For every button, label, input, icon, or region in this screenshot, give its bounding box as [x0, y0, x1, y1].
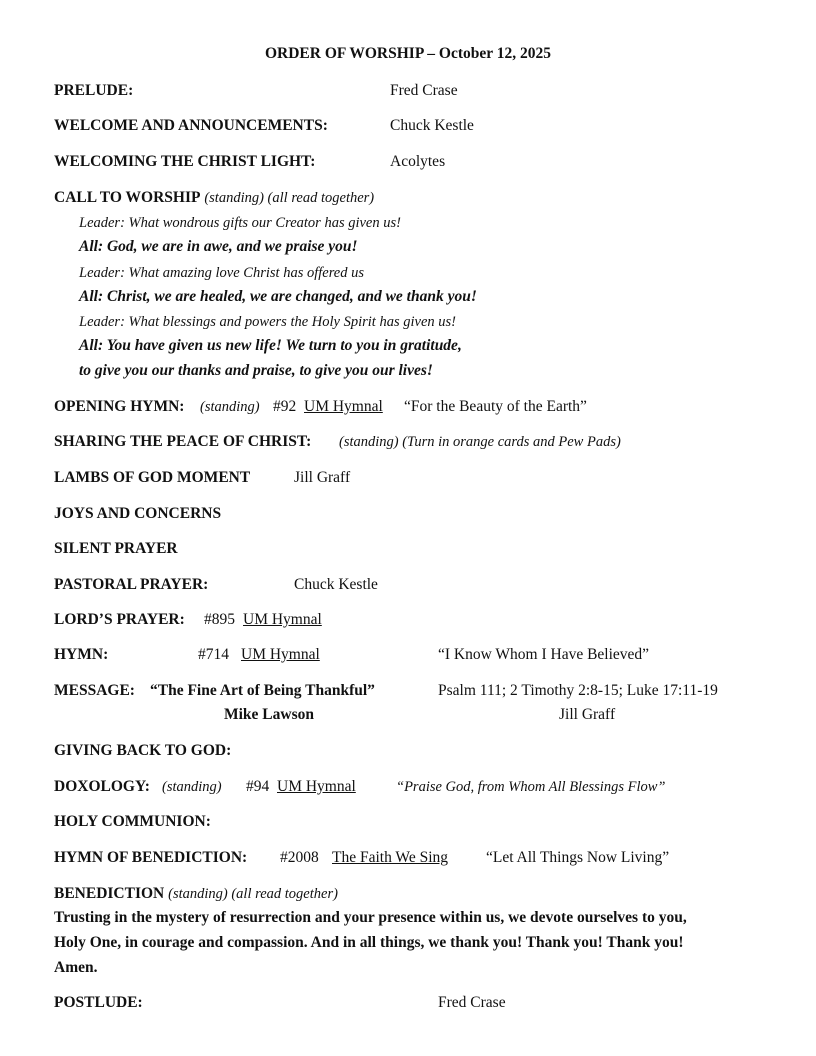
- call-line: to give you our thanks and praise, to give you our lives!: [79, 362, 433, 379]
- lambs-person: Jill Graff: [294, 469, 351, 486]
- opening-hymn-number: #92: [273, 398, 297, 415]
- hymn-number: #714: [198, 646, 229, 663]
- opening-hymn-title: “For the Beauty of the Earth”: [404, 398, 587, 415]
- scripture-readings: Psalm 111; 2 Timothy 2:8-15; Luke 17:11-19: [438, 682, 718, 699]
- opening-hymn-book: UM Hymnal: [304, 398, 383, 415]
- message-label: MESSAGE:: [54, 682, 135, 699]
- call-to-worship-note: (standing) (all read together): [204, 190, 375, 206]
- prelude-person: Fred Crase: [390, 82, 458, 99]
- scripture-reader: Jill Graff: [559, 706, 616, 723]
- silent-prayer-label: SILENT PRAYER: [54, 540, 178, 557]
- sermon-title: “The Fine Art of Being Thankful”: [150, 682, 375, 699]
- lords-prayer-book: UM Hymnal: [243, 611, 322, 628]
- call-line: All: God, we are in awe, and we praise you!: [79, 238, 358, 255]
- peace-label: SHARING THE PEACE OF CHRIST:: [54, 433, 312, 450]
- doxology-label: DOXOLOGY:: [54, 778, 150, 795]
- call-line: All: You have given us new life! We turn to you in gratitude,: [79, 337, 462, 354]
- benediction-hymn-book: The Faith We Sing: [332, 849, 449, 866]
- prelude-label: PRELUDE:: [54, 82, 134, 99]
- page-title: ORDER OF WORSHIP – October 12, 2025: [264, 45, 552, 62]
- communion-label: HOLY COMMUNION:: [54, 813, 211, 830]
- doxology-book: UM Hymnal: [277, 778, 356, 795]
- pastoral-prayer-label: PASTORAL PRAYER:: [54, 576, 209, 593]
- christ-light-label: WELCOMING THE CHRIST LIGHT:: [54, 153, 316, 170]
- call-line: All: Christ, we are healed, we are changed, and we thank you!: [79, 288, 477, 305]
- hymn-label: HYMN:: [54, 646, 109, 663]
- call-line: Leader: What blessings and powers the Holy Spirit has given us!: [79, 314, 456, 330]
- opening-hymn-label: OPENING HYMN:: [54, 398, 185, 415]
- joys-label: JOYS AND CONCERNS: [54, 505, 222, 522]
- doxology-title: “Praise God, from Whom All Blessings Flow”: [396, 779, 666, 795]
- christ-light-person: Acolytes: [390, 153, 446, 170]
- welcome-person: Chuck Kestle: [390, 117, 474, 134]
- benediction-label: BENEDICTION: [54, 885, 165, 902]
- benediction-note: (standing) (all read together): [168, 886, 338, 902]
- benediction-hymn-number: #2008: [280, 849, 319, 866]
- preacher: Mike Lawson: [224, 706, 314, 723]
- benediction-hymn-title: “Let All Things Now Living”: [486, 849, 670, 866]
- opening-hymn-note: (standing): [200, 399, 260, 415]
- benediction-heading: [54, 885, 338, 903]
- postlude-label: POSTLUDE:: [54, 994, 143, 1011]
- call-to-worship-label: CALL TO WORSHIP: [54, 189, 201, 206]
- benediction-line: Amen.: [54, 959, 98, 976]
- lords-prayer-number: #895: [204, 611, 235, 628]
- postlude-person: Fred Crase: [438, 994, 506, 1011]
- benediction-line: Trusting in the mystery of resurrection and your presence within us, we devote ourselves to you,: [54, 909, 687, 926]
- hymn-title: “I Know Whom I Have Believed”: [438, 646, 650, 663]
- call-line: Leader: What amazing love Christ has offered us: [79, 265, 365, 281]
- call-line: Leader: What wondrous gifts our Creator has given us!: [79, 215, 401, 231]
- pastoral-prayer-person: Chuck Kestle: [294, 576, 378, 593]
- doxology-number: #94: [246, 778, 270, 795]
- peace-note: (standing) (Turn in orange cards and Pew Pads): [339, 434, 621, 450]
- benediction-hymn-label: HYMN OF BENEDICTION:: [54, 849, 248, 866]
- giving-label: GIVING BACK TO GOD:: [54, 742, 232, 759]
- hymn-book: UM Hymnal: [241, 646, 320, 663]
- doxology-note: (standing): [162, 779, 222, 795]
- welcome-label: WELCOME AND ANNOUNCEMENTS:: [54, 117, 328, 134]
- lords-prayer-label: LORD’S PRAYER:: [54, 611, 185, 628]
- benediction-line: Holy One, in courage and compassion. And in all things, we thank you! Thank you! Thank you!: [54, 934, 684, 951]
- lambs-label: LAMBS OF GOD MOMENT: [54, 469, 251, 486]
- call-to-worship-heading: [54, 189, 374, 207]
